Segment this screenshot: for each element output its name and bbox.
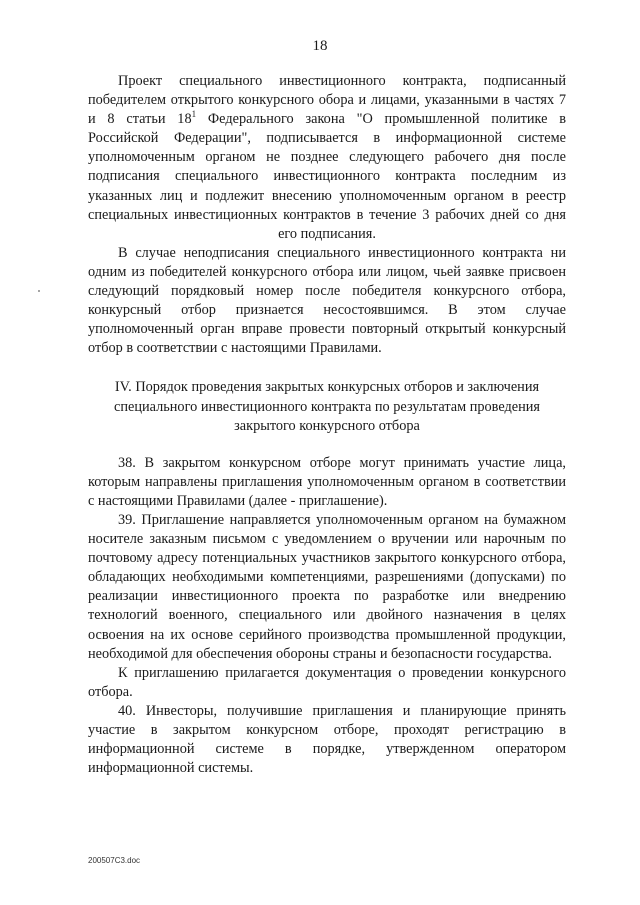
- paragraph-39-attachment: К приглашению прилагается документация о проведении конкурсного отбора.: [88, 664, 566, 700]
- paragraph-39: 39. Приглашение направляется уполномоченным органом на бумажном носителе заказным письмом с уведомлением о вручении или нарочным по почтовому адресу потенциальных участников закрытого конкурсного отбора, обладающих необходимыми компетенциями, разрешениями (допусками) по реализации инвестиционного проекта по разработке или внедрению технологий военного, специального или двойного назначения в целях освоения на их основе серийного производства промышленной продукции, необходимой для обеспечения обороны страны и безопасности государства.: [88, 511, 566, 662]
- file-name-footer: 200507C3.doc: [88, 856, 141, 865]
- page-number: 18: [312, 38, 328, 54]
- section-heading: IV. Порядок проведения закрытых конкурсных отборов и заключения специального инвестиционного контракта по результатам проведения закрытого конкурсного отбора: [114, 379, 540, 434]
- paragraph-text: Проект специального инвестиционного контракта, подписанный победителем открытого конкурсного обора и лицами, указанными в частях 7 и 8 статьи 18: [88, 73, 566, 128]
- superscript: 1: [191, 109, 197, 120]
- margin-mark: [38, 290, 40, 292]
- paragraph-38: 38. В закрытом конкурсном отборе могут принимать участие лица, которым направлены приглашения уполномоченным органом в соответствии с настоящими Правилами (далее - приглашение).: [88, 454, 566, 509]
- paragraph-non-signing: В случае неподписания специального инвестиционного контракта ни одним из победителей конкурсного отбора или лицом, чьей заявке присвоен следующий порядковый номер после победителя конкурсного отбора, конкурсный отбор признается несостоявшимся. В этом случае уполномоченный орган вправе провести повторный открытый конкурсный отбор в соответствии с настоящими Правилами.: [88, 244, 566, 357]
- spacer: [88, 436, 566, 454]
- paragraph-text: Федерального закона "О промышленной политике в Российской Федерации", подписывается в информационной системе уполномоченным органом не позднее следующего рабочего дня после подписания специального инвестиционного контракта последним из указанных лиц и подлежит внесению уполномоченным органом в реестр специальных инвестиционных контрактов в течение 3 рабочих дней со дня его подписания.: [88, 111, 567, 242]
- paragraph-contract-signing: [88, 72, 566, 244]
- paragraph-40: 40. Инвесторы, получившие приглашения и планирующие принять участие в закрытом конкурсном отборе, проходят регистрацию в информационной системе в порядке, утвержденном оператором информационной системы.: [88, 702, 566, 777]
- document-body: [88, 72, 566, 778]
